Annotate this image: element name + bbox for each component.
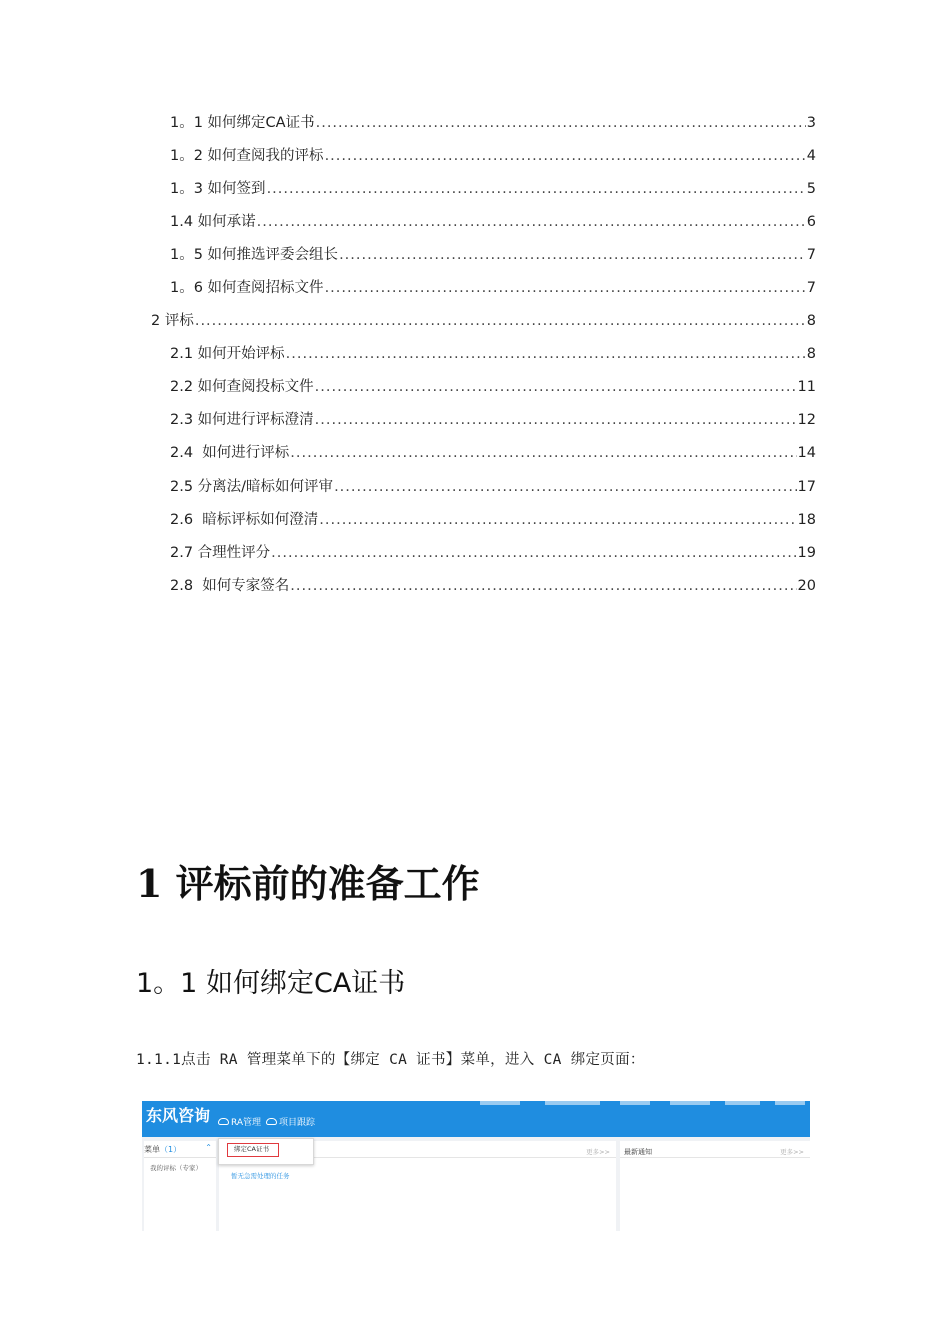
chapter-heading: 1 评标前的准备工作: [136, 861, 480, 906]
toc-leader-dots: [319, 510, 796, 530]
sidebar-count: （1）: [160, 1145, 182, 1154]
toc-leader-dots: [286, 344, 806, 364]
toc-leader-dots: [315, 377, 797, 397]
toc-leader-dots: [334, 477, 796, 497]
toc-leader-dots: [325, 146, 806, 166]
sidebar-title-label: 菜单: [144, 1145, 160, 1154]
toc-entry-title: 2.5 分离法/暗标如何评审: [170, 479, 334, 495]
todo-empty-message: 暂无急需处理的任务: [231, 1172, 290, 1180]
toc-entry[interactable]: [170, 245, 816, 265]
toc-entry[interactable]: [170, 576, 816, 596]
toc-entry-page: 7: [806, 247, 816, 263]
toc-leader-dots: [325, 278, 806, 298]
toc-leader-dots: [290, 576, 796, 596]
ra-dropdown-menu: [218, 1138, 314, 1165]
notice-panel-header: [620, 1141, 810, 1158]
notice-panel-title: 最新通知: [624, 1148, 652, 1156]
sidebar: [144, 1141, 216, 1231]
toc-entry[interactable]: [170, 377, 816, 397]
toc-entry[interactable]: [170, 113, 816, 133]
toc-entry-title: 2.8 如何专家签名: [170, 578, 290, 594]
step-instruction: 1.1.1点击 RA 管理菜单下的【绑定 CA 证书】菜单，进入 CA 绑定页面：: [136, 1052, 645, 1068]
todo-more-link[interactable]: 更多>>: [586, 1148, 610, 1156]
chevron-up-icon[interactable]: ⌃: [205, 1143, 212, 1152]
toc-entry-page: 17: [797, 479, 816, 495]
toc-entry[interactable]: [170, 443, 816, 463]
toc-entry[interactable]: [170, 477, 816, 497]
toc-entry-title: 2.2 如何查阅投标文件: [170, 379, 314, 395]
cloud-icon: [218, 1118, 229, 1125]
toc-entry-title: 1。5 如何推选评委会组长: [170, 247, 339, 263]
notice-panel: [620, 1141, 810, 1231]
toc-entry[interactable]: [170, 410, 816, 430]
toc-entry[interactable]: [170, 278, 816, 298]
toc-leader-dots: [195, 311, 806, 331]
toc-entry-page: 4: [806, 148, 816, 164]
brand-logo: 东风咨询: [146, 1106, 211, 1125]
section-heading: 1。1 如何绑定CA证书: [136, 968, 406, 999]
toc-entry[interactable]: [170, 212, 816, 232]
toc-entry-title: 1。3 如何签到: [170, 181, 266, 197]
toc-entry-title: 1。6 如何查阅招标文件: [170, 280, 324, 296]
toc-leader-dots: [257, 212, 806, 232]
toc-entry-title: 2.3 如何进行评标澄清: [170, 412, 314, 428]
sidebar-title: [144, 1144, 181, 1155]
toc-entry-page: 5: [806, 181, 816, 197]
toc-leader-dots: [267, 179, 806, 199]
toc-entry[interactable]: [170, 179, 816, 199]
cloud-icon: [266, 1118, 277, 1125]
sidebar-item-my-evaluation[interactable]: 我的评标（专家）: [150, 1164, 202, 1172]
nav-ra-label: RA管理: [231, 1118, 262, 1128]
toc-entry-title: 2.1 如何开始评标: [170, 346, 285, 362]
toc-entry-page: 3: [806, 115, 816, 131]
nav-project-tracking[interactable]: [266, 1115, 315, 1128]
menu-item-bind-ca-certificate[interactable]: 绑定CA证书: [227, 1143, 279, 1157]
toc-entry-page: 8: [806, 313, 816, 329]
toc-entry-title: 2.6 暗标评标如何澄清: [170, 512, 319, 528]
nav-project-label: 项目跟踪: [279, 1118, 316, 1128]
toc-leader-dots: [315, 410, 797, 430]
toc-entry-title: 2 评标: [151, 313, 194, 329]
toc-entry-page: 12: [797, 412, 816, 428]
app-header: [142, 1101, 810, 1137]
toc-entry[interactable]: [170, 543, 816, 563]
toc-entry-page: 18: [797, 512, 816, 528]
embedded-screenshot: [142, 1101, 810, 1231]
toc-entry[interactable]: [151, 311, 816, 331]
toc-entry-page: 19: [797, 545, 816, 561]
toc-leader-dots: [271, 543, 796, 563]
toc-leader-dots: [339, 245, 806, 265]
toc-entry-title: 2.7 合理性评分: [170, 545, 271, 561]
toc-entry-title: 2.4 如何进行评标: [170, 445, 290, 461]
toc-entry-title: 1。2 如何查阅我的评标: [170, 148, 324, 164]
toc-entry[interactable]: [170, 510, 816, 530]
toc-entry-page: 20: [797, 578, 816, 594]
toc-leader-dots: [316, 113, 806, 133]
nav-ra-management[interactable]: [218, 1115, 261, 1128]
toc-leader-dots: [290, 443, 796, 463]
toc-entry-page: 6: [806, 214, 816, 230]
toc-entry-page: 11: [797, 379, 816, 395]
toc-entry[interactable]: [170, 344, 816, 364]
toc-entry-page: 8: [806, 346, 816, 362]
toc-entry-title: 1.4 如何承诺: [170, 214, 256, 230]
sidebar-divider: [144, 1157, 216, 1158]
top-toolbar: [470, 1101, 810, 1107]
toc-entry-title: 1。1 如何绑定CA证书: [170, 115, 315, 131]
toc-entry[interactable]: [170, 146, 816, 166]
toc-entry-page: 7: [806, 280, 816, 296]
toc-entry-page: 14: [797, 445, 816, 461]
notice-more-link[interactable]: 更多>>: [780, 1148, 804, 1156]
